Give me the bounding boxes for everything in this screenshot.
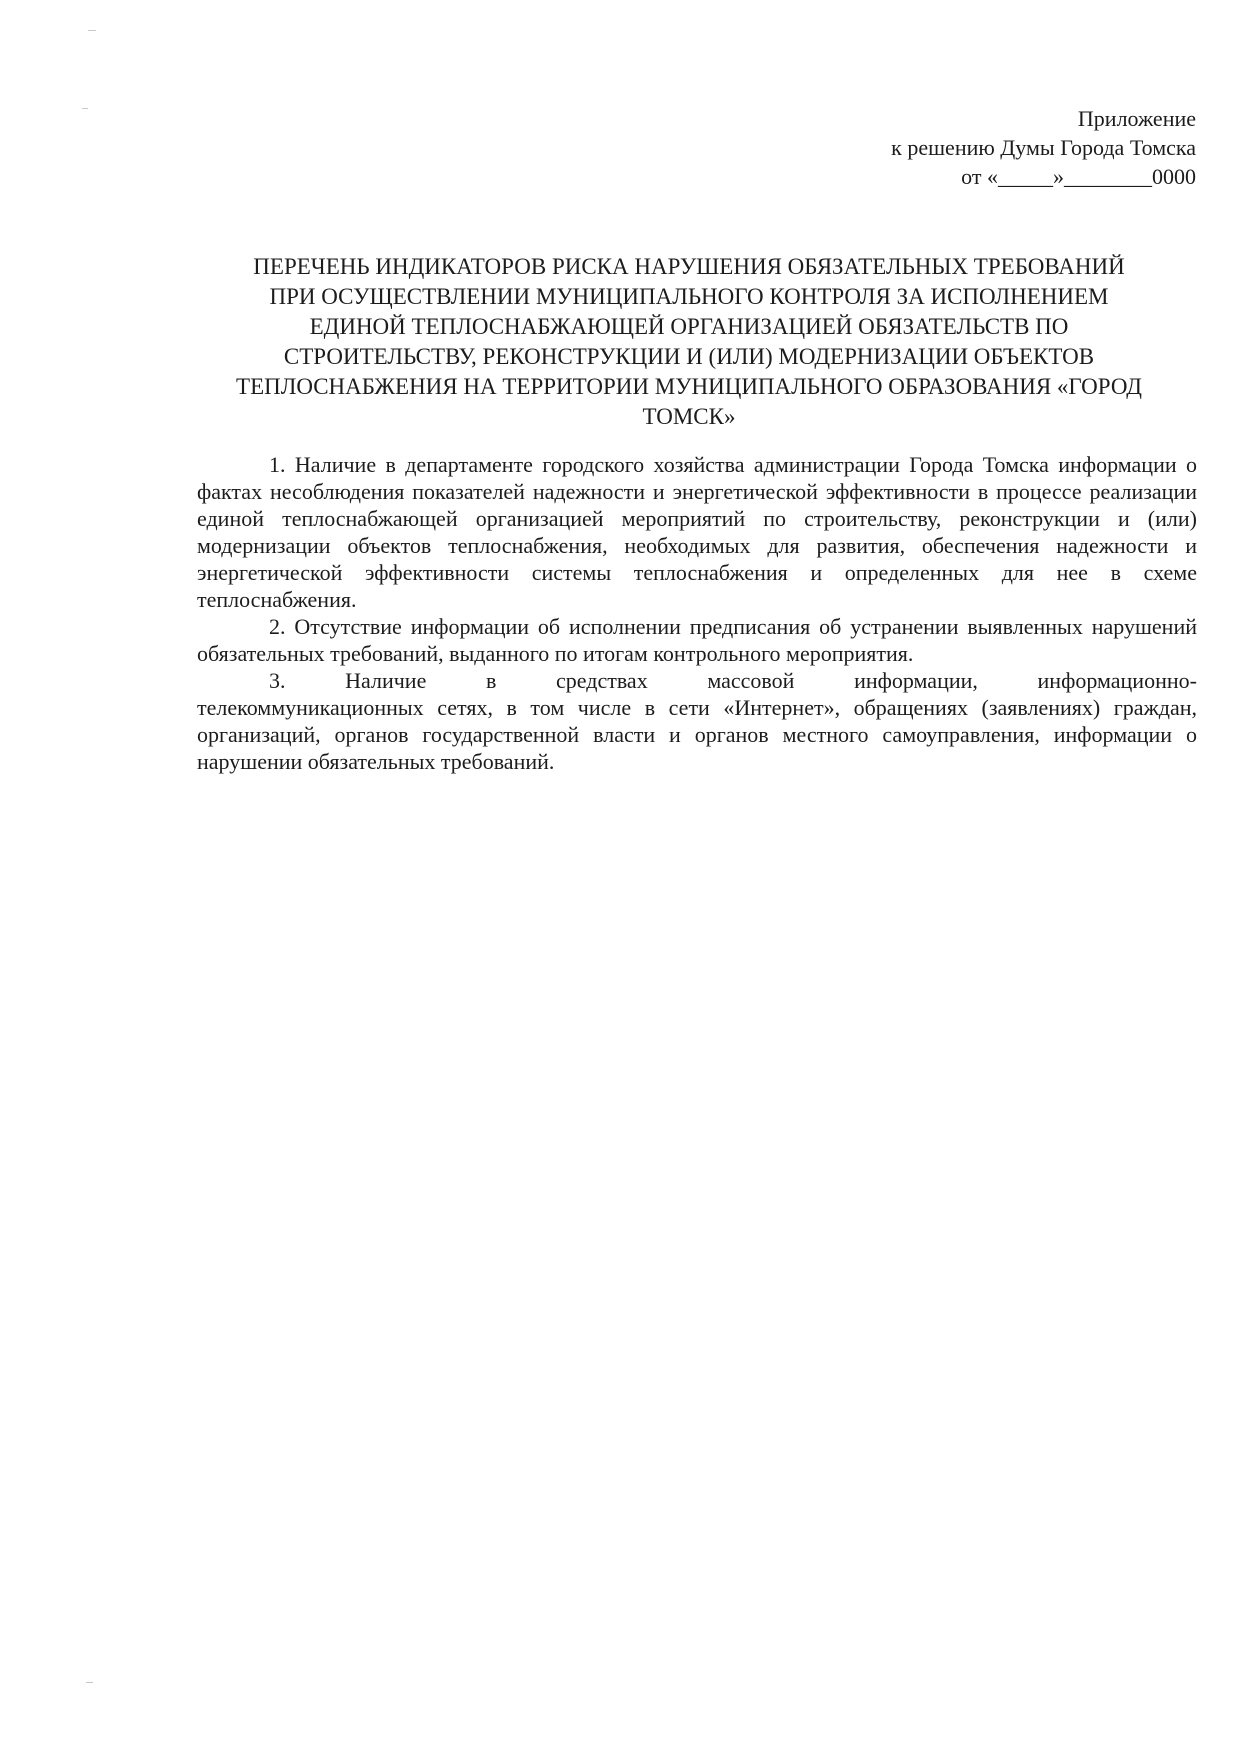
item-3-first-line <box>197 667 1197 694</box>
scan-speck <box>86 1682 93 1683</box>
item-3-word: информационно- <box>1037 668 1197 693</box>
title-line: ПРИ ОСУЩЕСТВЛЕНИИ МУНИЦИПАЛЬНОГО КОНТРОЛЯ ЗА ИСПОЛНЕНИЕМ <box>269 284 1109 309</box>
title-line: ПЕРЕЧЕНЬ ИНДИКАТОРОВ РИСКА НАРУШЕНИЯ ОБЯЗАТЕЛЬНЫХ ТРЕБОВАНИЙ <box>253 254 1125 279</box>
appendix-label: Приложение <box>1077 106 1196 131</box>
item-3-continuation: телекоммуникационных сетях, в том числе в сети «Интернет», обращениях (заявлениях) граждан, организаций, органов государственной власти и органов местного самоуправления, информации о нарушении обязательных требований. <box>197 695 1197 774</box>
item-3-word: 3. <box>269 668 286 693</box>
title-line: ЕДИНОЙ ТЕПЛОСНАБЖАЮЩЕЙ ОРГАНИЗАЦИЕЙ ОБЯЗАТЕЛЬСТВ ПО <box>309 314 1069 339</box>
item-1-paragraph: 1. Наличие в департаменте городского хозяйства администрации Города Томска информации о фактах несоблюдения показателей надежности и энергетической эффективности в процессе реализации единой теплоснабжающей организацией мероприятий по строительству, реконструкции и (или) модернизации объектов теплоснабжения, необходимых для развития, обеспечения надежности и энергетической эффективности системы теплоснабжения и определенных для нее в схеме теплоснабжения. <box>197 452 1197 612</box>
appendix-decision: к решению Думы Города Томска <box>891 135 1196 160</box>
title-line: СТРОИТЕЛЬСТВУ, РЕКОНСТРУКЦИИ И (ИЛИ) МОДЕРНИЗАЦИИ ОБЪЕКТОВ <box>283 344 1095 369</box>
title-line: ТЕПЛОСНАБЖЕНИЯ НА ТЕРРИТОРИИ МУНИЦИПАЛЬНОГО ОБРАЗОВАНИЯ «ГОРОД <box>236 374 1142 399</box>
item-3-word: массовой <box>707 668 795 693</box>
document-title <box>180 252 1198 432</box>
scan-speck <box>88 30 96 31</box>
item-3-word: информации, <box>854 668 978 693</box>
item-3-word: средствах <box>556 668 648 693</box>
appendix-header <box>676 104 1196 191</box>
item-3-word: в <box>485 668 497 693</box>
appendix-date: от «_____»________0000 <box>961 164 1196 189</box>
item-3-word: Наличие <box>345 668 427 693</box>
scan-speck <box>82 108 88 109</box>
document-body <box>197 451 1197 775</box>
item-3-paragraph <box>197 667 1197 775</box>
item-2-paragraph: 2. Отсутствие информации об исполнении предписания об устранении выявленных нарушений обязательных требований, выданного по итогам контрольного мероприятия. <box>197 614 1197 666</box>
title-line: ТОМСК» <box>642 404 736 429</box>
